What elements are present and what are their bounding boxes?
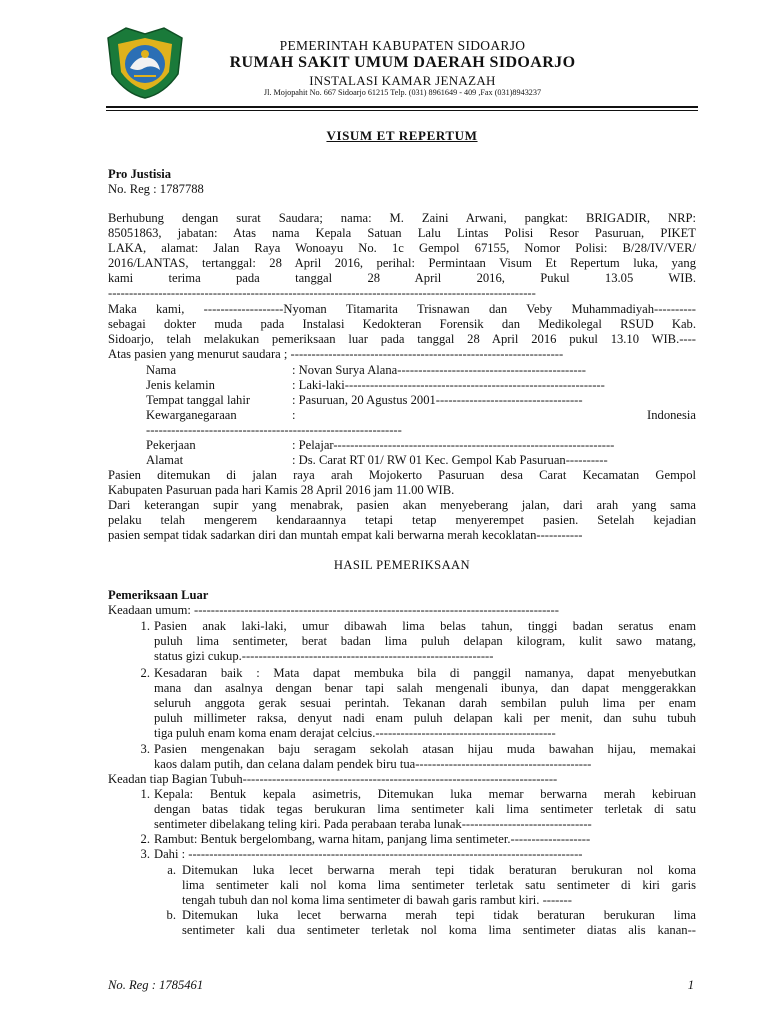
patient-value: : Novan Surya Alana--------------------------------------------- <box>292 363 586 377</box>
patient-label: Jenis kelamin <box>146 378 215 392</box>
list-item-line: sentimeter dibelakang teling kiri. Pada perabaan teraba lunak------------------------------- <box>154 817 592 831</box>
list-number: 1. <box>140 787 150 801</box>
pro-justisia: Pro Justisia <box>108 167 172 181</box>
intro-line: 85051863, jabatan: Atas nama Kepala Satuan Lalu Lintas Polisi Resor Pasuruan, PIKET <box>108 226 696 240</box>
list-item-line: puluh lima sentimeter, berat badan lima puluh delapan kilogram, kulit sawo matang, <box>154 634 696 648</box>
sub-list-letter: b. <box>166 908 176 922</box>
patient-label: Kewarganegaraan <box>146 408 237 422</box>
sub-list-item-line: lima sentimeter kali nol koma lima sentimeter terletak satu sentimeter di kiri garis <box>182 878 696 892</box>
examiner-line: Atas pasien yang menurut saudara ; ----------------------------------------------------------------- <box>108 347 564 361</box>
registration-number: No. Reg : 1787788 <box>108 182 204 196</box>
sub-list-item-line: tengah tubuh dan nol koma lima sentimeter di bawah garis rambut kiri. ------- <box>182 893 572 907</box>
intro-dashes: ------------------------------------------------------------------------------------------------------ <box>108 286 536 300</box>
header-hospital: RUMAH SAKIT UMUM DAERAH SIDOARJO <box>229 54 576 71</box>
list-item-line: puluh millimeter raksa, denyut nadi enam puluh delapan kali per menit, dan suhu tubuh <box>154 711 696 725</box>
examiner-line: sebagai dokter muda pada Instalasi Kedokteran Forensik dan Medikolegal RSUD Kab. <box>108 317 696 331</box>
list-item-line: Kesadaran baik : Mata dapat membuka bila di panggil namanya, dapat menyebutkan <box>154 666 696 680</box>
header-department: INSTALASI KAMAR JENAZAH <box>309 73 496 88</box>
header-address: Jl. Mojopahit No. 667 Sidoarjo 61215 Telp. (031) 8961649 - 409 ,Fax (031)8943237 <box>263 88 542 97</box>
list-item-line: Kepala: Bentuk kepala asimetris, Ditemukan luka memar berwarna merah kebiruan <box>154 787 696 801</box>
list-item-line: status gizi cukup.------------------------------------------------------------ <box>154 649 494 663</box>
list-item-line: seluruh anggota gerak sesuai perintah. Tekanan darah sembilan puluh lima per enam <box>154 696 696 710</box>
list-number: 1. <box>140 619 150 633</box>
list-number: 3. <box>140 742 150 756</box>
header-rule-thin <box>106 110 698 111</box>
list-item-line: kaos dalam putih, dan celana dalam pendek biru tua------------------------------------------ <box>154 757 592 771</box>
list-item-line: Pasien anak laki-laki, umur dibawah lima belas tahun, tinggi badan seratus enam <box>154 619 696 633</box>
general-condition-heading: Keadaan umum: --------------------------------------------------------------------------------------- <box>108 603 559 617</box>
footer-page-number: 1 <box>687 978 694 992</box>
patient-value: : <box>292 408 296 422</box>
patient-value: : Pasuruan, 20 Agustus 2001----------------------------------- <box>292 393 583 407</box>
footer-registration-number: No. Reg : 1785461 <box>108 978 204 992</box>
narrative-line: pasien sempat tidak sadarkan diri dan muntah empat kali berwarna merah kecoklatan----------- <box>108 528 583 542</box>
intro-line: Berhubung dengan surat Saudara; nama: M. Zaini Arwani, pangkat: BRIGADIR, NRP: <box>108 211 696 225</box>
intro-line: LAKA, alamat: Jalan Raya Wonoayu No. 1c Gempol 67155, Nomor Polisi: B/28/IV/VER/ <box>108 241 696 255</box>
header-government: PEMERINTAH KABUPATEN SIDOARJO <box>279 38 526 53</box>
patient-value: : Pelajar------------------------------------------------------------------- <box>292 438 615 452</box>
list-item-line: Rambut: Bentuk bergelombang, warna hitam, panjang lima sentimeter.------------------- <box>154 832 591 846</box>
patient-value: : Ds. Carat RT 01/ RW 01 Kec. Gempol Kab Pasuruan---------- <box>292 453 608 467</box>
narrative-line: Pasien ditemukan di jalan raya arah Mojokerto Pasuruan desa Carat Kecamatan Gempol <box>108 468 696 482</box>
examiner-line: Sidoarjo, telah melakukan pemeriksaan luar pada tanggal 28 April 2016 pukul 13.10 WIB.---- <box>108 332 696 346</box>
list-item-line: tiga puluh enam koma enam derajat celcius.------------------------------------------- <box>154 726 556 740</box>
list-number: 2. <box>140 832 150 846</box>
header-rule-thick <box>106 106 698 108</box>
section-title-results: HASIL PEMERIKSAAN <box>333 558 471 572</box>
list-item-line: dengan batas tidak tegas berukuran lima sentimeter kali lima sentimeter terletak di satu <box>154 802 696 816</box>
patient-label: Alamat <box>146 453 184 467</box>
list-number: 3. <box>140 847 150 861</box>
sub-list-item-line: Ditemukan luka lecet berwarna merah tepi tidak beraturan berukuran lima <box>182 908 696 922</box>
list-item-line: mana dan asalnya dengan benar tapi salah mengenali ibunya, dan dapat menggerakkan <box>154 681 696 695</box>
list-number: 2. <box>140 666 150 680</box>
list-item-line: Pasien mengenakan baju seragam sekolah atasan hijau muda bawahan hijau, memakai <box>154 742 696 756</box>
sub-list-item-line: Ditemukan luka lecet berwarna merah tepi tidak beraturan berukuran nol koma <box>182 863 696 877</box>
narrative-line: Dari keterangan supir yang menabrak, pasien akan menyeberang jalan, dari arah yang sama <box>108 498 696 512</box>
narrative-line: pelaku telah mengerem kendaraannya tetapi tetap menyerempet pasien. Setelah kejadian <box>108 513 696 527</box>
patient-value-continuation: ------------------------------------------------------------- <box>146 423 402 437</box>
sub-list-letter: a. <box>167 863 176 877</box>
list-item-line: Dahi : ---------------------------------------------------------------------------------------------- <box>154 847 583 861</box>
patient-label: Pekerjaan <box>146 438 196 452</box>
body-parts-heading: Keadan tiap Bagian Tubuh--------------------------------------------------------------------------- <box>108 772 558 786</box>
sidoarjo-regency-emblem-icon <box>104 24 186 100</box>
patient-label: Nama <box>146 363 177 377</box>
section-title-external: Pemeriksaan Luar <box>108 588 209 602</box>
examiner-line: Maka kami, -------------------Nyoman Titamarita Trisnawan dan Veby Muhammadiyah---------- <box>108 302 696 316</box>
document-title: VISUM ET REPERTUM <box>326 128 478 143</box>
patient-label: Tempat tanggal lahir <box>146 393 251 407</box>
patient-value-nationality: Indonesia <box>647 408 696 422</box>
intro-line: 2016/LANTAS, tertanggal: 28 April 2016, perihal: Permintaan Visum Et Repertum luka, yang <box>108 256 696 270</box>
intro-line: kami terima pada tanggal 28 April 2016, Pukul 13.05 WIB. <box>108 271 696 285</box>
patient-value: : Laki-laki-------------------------------------------------------------- <box>292 378 605 392</box>
sub-list-item-line: sentimeter kali dua sentimeter terletak nol koma lima sentimeter diatas alis kanan-- <box>182 923 696 937</box>
narrative-line: Kabupaten Pasuruan pada hari Kamis 28 April 2016 jam 11.00 WIB. <box>108 483 455 497</box>
